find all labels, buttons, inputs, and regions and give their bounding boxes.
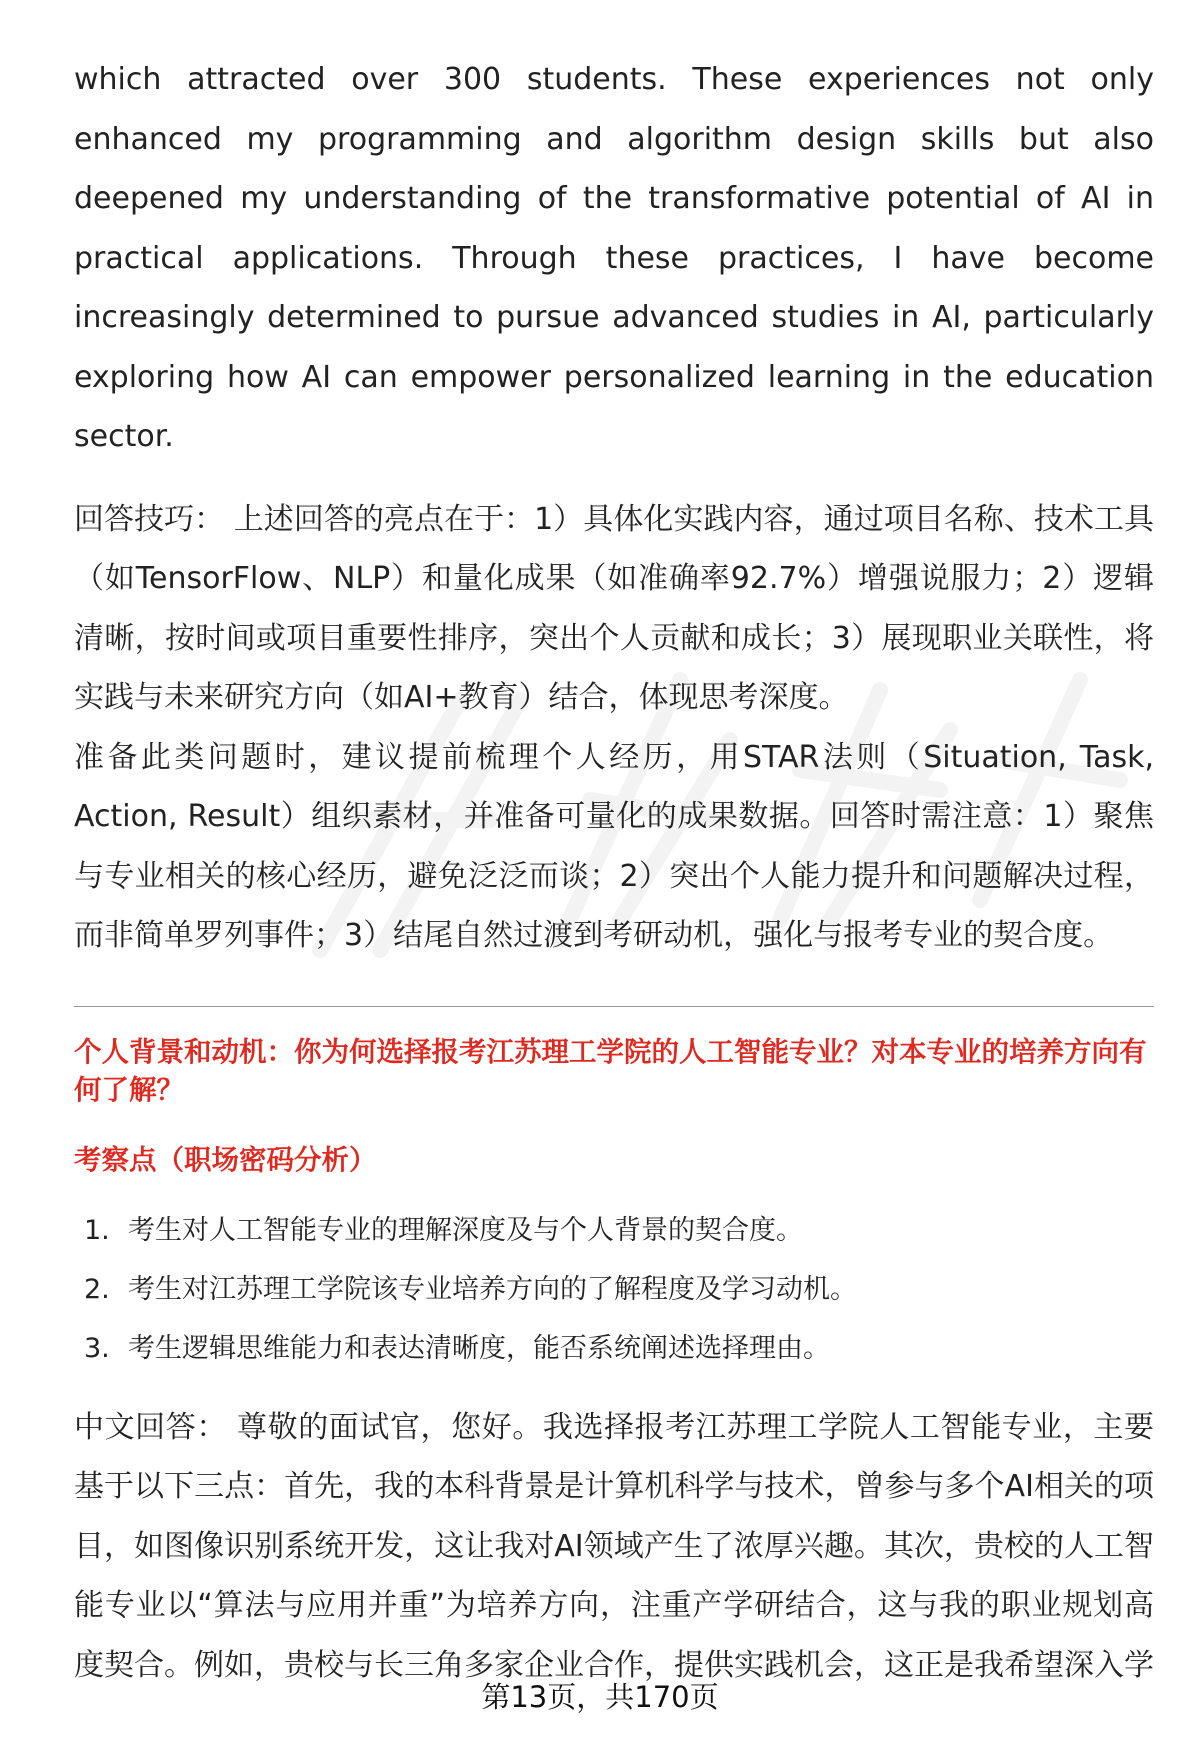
list-item-text: 考生对人工智能专业的理解深度及与个人背景的契合度。: [128, 1214, 803, 1246]
question-title: 个人背景和动机：你为何选择报考江苏理工学院的人工智能专业？对本专业的培养方向有何了解？: [74, 1035, 1147, 1106]
list-item: [74, 1260, 1154, 1319]
list-item: [74, 1201, 1154, 1260]
document-page: [74, 50, 1154, 1695]
answer-tips-paragraph: 回答技巧： 上述回答的亮点在于：1）具体化实践内容，通过项目名称、技术工具（如TensorFlow、NLP）和量化成果（如准确率92.7%）增强说服力；2）逻辑清晰，按时间或项目重要性排序，突出个人贡献和成长；3）展现职业关联性，将实践与未来研究方向（如AI+教育）结合，体现思考深度。: [74, 501, 1154, 715]
assessment-points-list: [74, 1201, 1154, 1378]
list-item: [74, 1319, 1154, 1378]
section-divider: [74, 1006, 1154, 1007]
english-answer-continuation: which attracted over 300 students. These experiences not only enhanced my programming and algorithm design skills but also deepened my understanding of the transformative potential of AI in practical applications. Through these practices, I have become increasingly determined to pursue advanced studies in AI, particularly exploring how AI can empower personalized learning in the education sector.: [74, 62, 1154, 454]
assessment-points-heading: 考察点（职场密码分析）: [74, 1143, 377, 1176]
chinese-answer-paragraph: 中文回答： 尊敬的面试官，您好。我选择报考江苏理工学院人工智能专业，主要基于以下三点：首先，我的本科背景是计算机科学与技术，曾参与多个AI相关的项目，如图像识别系统开发，这让我对AI领域产生了浓厚兴趣。其次，贵校的人工智能专业以“算法与应用并重”为培养方向，注重产学研结合，这与我的职业规划高度契合。例如，贵校与长三角多家企业合作，提供实践机会，这正是我希望深入学: [74, 1409, 1154, 1683]
list-item-text: 考生逻辑思维能力和表达清晰度，能否系统阐述选择理由。: [128, 1332, 830, 1364]
list-item-number: 1.: [84, 1214, 110, 1246]
preparation-advice-paragraph: 准备此类问题时，建议提前梳理个人经历，用STAR法则（Situation, Task, Action, Result）组织素材，并准备可量化的成果数据。回答时需注意：1）聚焦与专业相关的核心经历，避免泛泛而谈；2）突出个人能力提升和问题解决过程，而非简单罗列事件；3）结尾自然过渡到考研动机，强化与报考专业的契合度。: [74, 739, 1154, 953]
page-footer: 第13页，共170页: [481, 1680, 719, 1714]
list-item-number: 3.: [84, 1332, 110, 1364]
list-item-number: 2.: [84, 1273, 110, 1305]
list-item-text: 考生对江苏理工学院该专业培养方向的了解程度及学习动机。: [128, 1273, 857, 1305]
